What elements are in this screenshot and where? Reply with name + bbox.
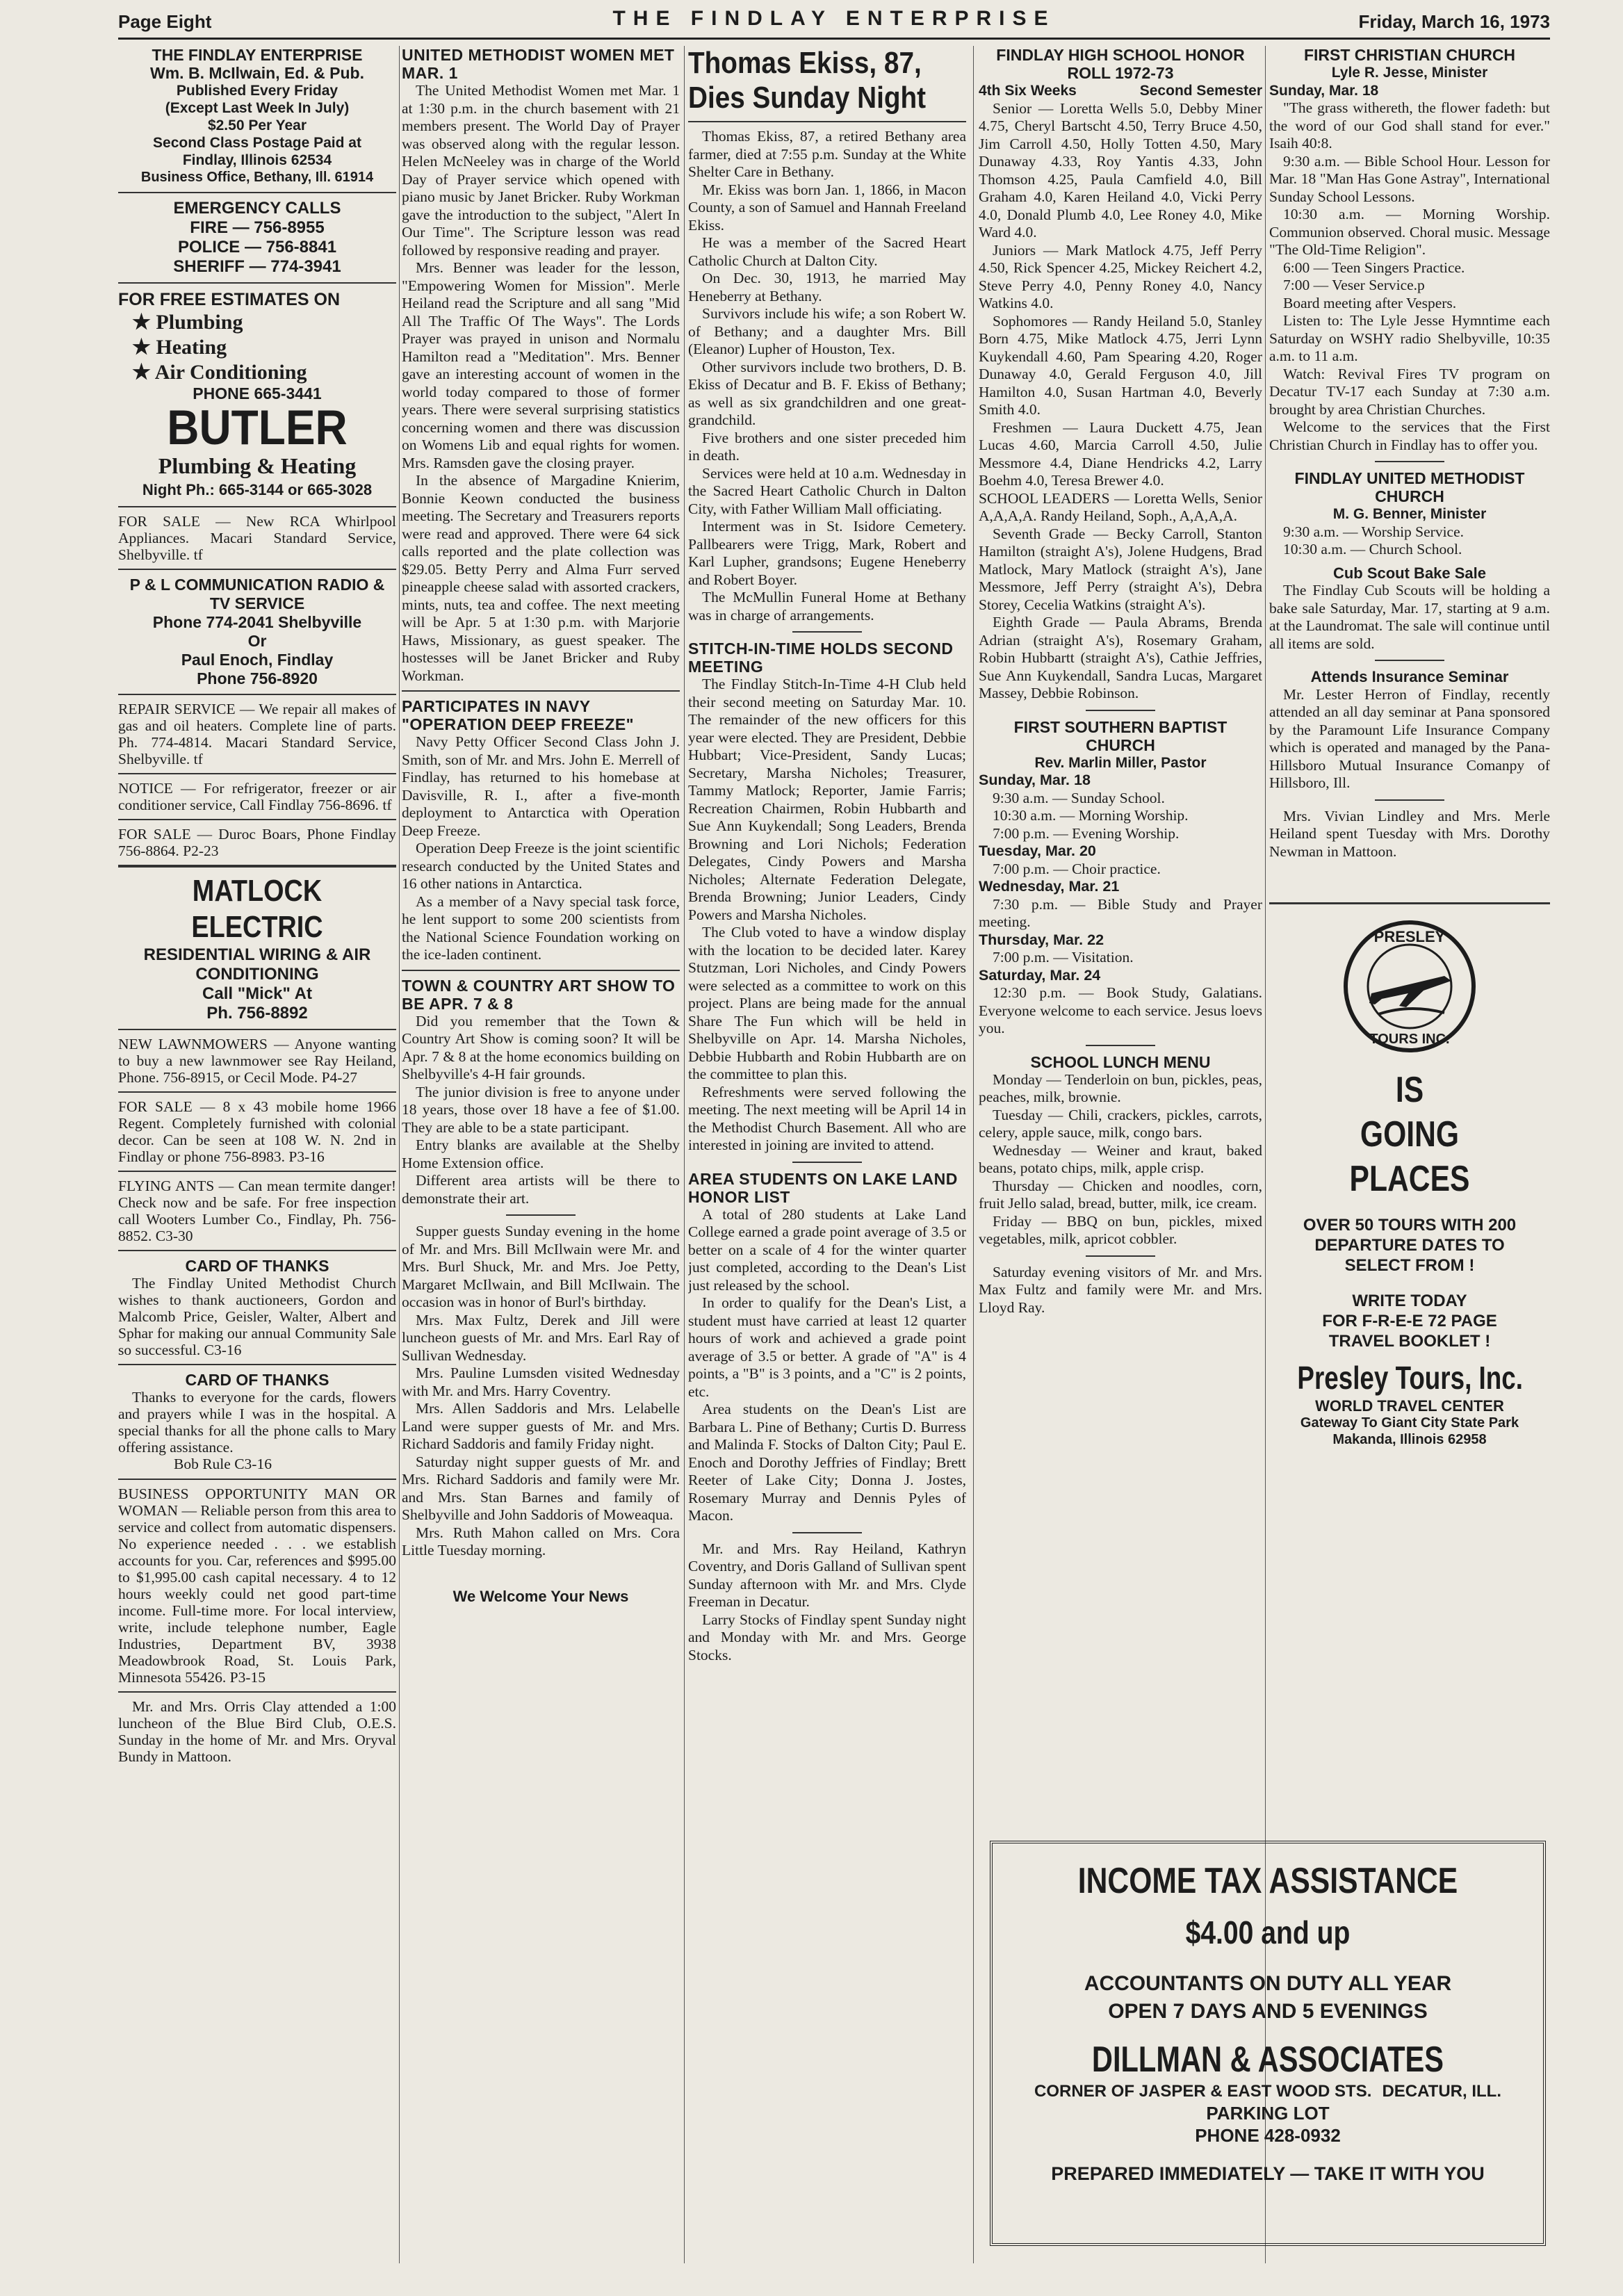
butler-item: Plumbing: [156, 311, 243, 334]
paragraph: Mrs. Max Fultz, Derek and Jill were luncheon guests of Mr. and Mrs. Earl Ray of Sullivan Wednesday.: [402, 1311, 680, 1364]
newspaper-name: THE FINDLAY ENTERPRISE: [612, 7, 1056, 30]
paragraph: Supper guests Sunday evening in the home of Mr. and Mrs. Bill McIlwain were Mr. and Mrs. Burl Shuck, Mr. and Mrs. Joe Petty, Margaret McIlwain, and Bill McIlwain. The occasion was in honor of Burl's birthday.: [402, 1223, 680, 1310]
paragraph: 9:30 a.m. — Bible School Hour. Lesson for Mar. 18 "Man Has Gone Astray", International Sunday School Lessons.: [1269, 152, 1550, 205]
divider: [118, 1479, 396, 1480]
paragraph: Mr. and Mrs. Ray Heiland, Kathryn Coventry, and Doris Galland of Sullivan spent Sunday afternoon with Mr. and Mrs. Clyde Freeman in Decatur.: [688, 1540, 966, 1610]
headline: UNITED METHODIST WOMEN MET MAR. 1: [402, 46, 675, 82]
divider: [118, 865, 396, 868]
logo-text-top: PRESLEY: [1373, 928, 1446, 945]
paragraph: The McMullin Funeral Home at Bethany was in charge of arrangements.: [688, 589, 966, 624]
paragraph: Other survivors include two brothers, D. B. Ekiss of Decatur and B. F. Ekiss of Bethany; as well as six grandchildren and one great-grandchild.: [688, 358, 966, 428]
paragraph: Larry Stocks of Findlay spent Sunday night and Monday with Mr. and Mrs. George Stocks.: [688, 1611, 966, 1663]
headline: TOWN & COUNTRY ART SHOW TO BE APR. 7 & 8: [402, 976, 676, 1013]
butler-ad: [118, 289, 396, 500]
paragraph: Operation Deep Freeze is the joint scientific research conducted by the United States and 16 other nations in Antarctica.: [402, 840, 680, 892]
presley-gateway: Gateway To Giant City State Park: [1300, 1415, 1519, 1431]
income-address-right: DECATUR, ILL.: [1382, 2082, 1501, 2101]
paragraph: Welcome to the services that the First Christian Church in Findlay has to offer you.: [1269, 418, 1550, 453]
paragraph: Tuesday — Chili, crackers, pickles, carrots, celery, apple sauce, milk, congo bars.: [979, 1106, 1262, 1141]
presley-headline: GOING: [1360, 1114, 1460, 1155]
paragraph: Mrs. Benner was leader for the lesson, "Empowering Women for Mission". Merle Heiland read the Scripture and all sang "Mid All The Traffic Of The Ways". The Lords Prayer was prayed in unison and Normalu Hamilton read a "Meditation". Mrs. Benner gave an interesting account of women in the world today compared to those of former years. There were several surprising statistics concerning women and there was discussion on Womens Lib and equal rights for women. Mrs. Ramsden gave the closing prayer.: [402, 259, 680, 471]
income-tagline: PREPARED IMMEDIATELY — TAKE IT WITH YOU: [1051, 2163, 1485, 2184]
headline: AREA STUDENTS ON LAKE LAND HONOR LIST: [688, 1169, 958, 1206]
paragraph: Mr. Lester Herron of Findlay, recently attended an all day seminar at Pana sponsored by the Paramount Life Insurance Company which is operated and managed by the Pana-Hillsboro Mutual Insurance Comanpy of Hillsboro, Ill.: [1269, 685, 1550, 791]
divider: [1375, 660, 1444, 661]
paragraph: Board meeting after Vespers.: [1283, 294, 1457, 311]
divider: [118, 1691, 396, 1693]
paragraph: He was a member of the Sacred Heart Catholic Church at Dalton City.: [688, 234, 966, 269]
paragraph: Thursday — Chicken and noodles, corn, fruit Jello salad, bread, butter, milk, ice cream.: [979, 1177, 1262, 1212]
classified-lawnmowers: NEW LAWNMOWERS — Anyone wanting to buy a new lawnmower see Ray Heiland, Phone. 756-8915, or Cecil Mode. P4-27: [118, 1035, 396, 1086]
paragraph: Navy Petty Officer Second Class John J. Smith, son of Mr. and Mrs. John E. Merrell of Findlay, has returned to his homebase at Davisville, R. I., after a five-month deployment to Antarctica with Operation Deep Freeze.: [402, 733, 680, 839]
presley-write: FOR F-R-E-E 72 PAGE: [1322, 1311, 1497, 1330]
paragraph: Saturday night supper guests of Mr. and Mrs. Richard Saddoris and family were Mr. and Mrs. Stan Barnes and family of Shelbyville and John Saddoris of Moweaqua.: [402, 1453, 680, 1523]
pub-line: (Except Last Week In July): [165, 100, 350, 116]
pub-line: Second Class Postage Paid at: [153, 135, 361, 151]
divider: [402, 690, 680, 692]
presley-line: DEPARTURE DATES TO: [1314, 1235, 1505, 1255]
presley-address: Makanda, Illinois 62958: [1332, 1431, 1487, 1447]
butler-night: Night Ph.: 665-3144 or 665-3028: [142, 480, 373, 498]
schedule-item: 9:30 a.m. — Worship Service.: [1283, 523, 1465, 540]
lunch-title: SCHOOL LUNCH MENU: [1030, 1052, 1211, 1071]
classified-repair: REPAIR SERVICE — We repair all makes of gas and oil heaters. Complete line of parts. Ph. 774-4814. Macari Standard Service, Shelbyville. tf: [118, 700, 396, 767]
presley-write: WRITE TODAY: [1352, 1291, 1467, 1310]
honor-roll-title: FINDLAY HIGH SCHOOL HONOR ROLL 1972-73: [996, 46, 1245, 82]
paragraph: The Club voted to have a window display with the location to be decided later. Karey Stutzman, Lori Nicholes, and Cindy Powers were selected as a committee to work on this project. Plans are being made for the annual Share The Fun which will be held in Shelbyville on Apr. 14. Marsha Nicholes, Debbie Hubbarth and Robin Hubbarth are on the committee to plan this.: [688, 924, 966, 1082]
emergency-line: POLICE — 756-8841: [177, 238, 337, 257]
thanks-title: CARD OF THANKS: [185, 1256, 329, 1275]
airplane-icon: [1369, 976, 1451, 1007]
column-2: [402, 46, 680, 2256]
publisher-box: [118, 46, 396, 186]
divider: [118, 506, 396, 507]
pl-title: P & L COMMUNICATION RADIO & TV SERVICE: [129, 575, 385, 612]
paragraph: Refreshments were served following the meeting. The next meeting will be April 14 in the Methodist Church Basement. All who are interested in joining are invited to attend.: [688, 1083, 966, 1153]
divider: [118, 282, 396, 284]
divider: [402, 970, 680, 971]
paragraph: Listen to: The Lyle Jesse Hymntime each Saturday on WSHY radio Shelbyville, 10:35 a.m. to 11 a.m.: [1269, 312, 1550, 364]
baptist-pastor: Rev. Marlin Miller, Pastor: [1034, 754, 1207, 771]
paragraph: Friday — BBQ on bun, pickles, mixed vegetables, milk, apricot cobbler.: [979, 1212, 1262, 1247]
income-parking: PARKING LOT: [1206, 2103, 1330, 2124]
presley-name: Presley Tours, Inc.: [1297, 1359, 1523, 1396]
paragraph: In the absence of Margadine Knierim, Bonnie Keown conducted the business meeting. The Secretary and Treasurers reports were read and approved. There were 64 sick calls reported and the plate collection was $29.05. Betty Perry and Alma Furr served pineapple cheese salad with assorted crackers, mints, nuts, tea and coffee. The next meeting will be Apr. 5 at 1:30 p.m. with Marjorie Haws, Missionary, as guest speaker. The hostesses will be Janet Bricker and Ruby Workman.: [402, 472, 680, 684]
paragraph: Monday — Tenderloin on bun, pickles, peas, peaches, milk, brownie.: [979, 1070, 1262, 1105]
paragraph: Area students on the Dean's List are Barbara L. Pine of Bethany; Curtis D. Burress and Malinda F. Stocks of Dalton City; Paul E. Enoch and Dorothy Jeffries of Findlay; Brett Reeter of Lake City; Donna J. Jostes, Rosemary Murray and Dennis Pyles of Macon.: [688, 1401, 966, 1524]
presley-headline: IS: [1395, 1069, 1424, 1110]
divider: [118, 1364, 396, 1365]
income-phone: PHONE 428-0932: [1195, 2125, 1341, 2146]
presley-write: TRAVEL BOOKLET !: [1328, 1331, 1491, 1351]
emergency-line: FIRE — 756-8955: [190, 218, 325, 237]
thanks-signature: Bob Rule C3-16: [174, 1455, 272, 1472]
schedule-item: 7:30 p.m. — Bible Study and Prayer meeting.: [979, 895, 1262, 930]
social-item: Mr. and Mrs. Orris Clay attended a 1:00 luncheon of the Blue Bird Club, O.E.S. Sunday in the home of Mr. and Mrs. Oryval Bundy in Mattoon.: [118, 1698, 396, 1765]
matlock-call: Call "Mick" At: [202, 984, 312, 1003]
page-number: Page Eight: [118, 11, 212, 32]
umc-minister: M. G. Benner, Minister: [1332, 506, 1487, 522]
paragraph: 10:30 a.m. — Morning Worship. Communion observed. Choral music. Message "The Old-Time Religion".: [1269, 206, 1550, 258]
butler-sub: Plumbing & Heating: [158, 453, 357, 478]
pl-name: Paul Enoch, Findlay: [181, 650, 334, 669]
divider: [118, 819, 396, 820]
classified-rca: FOR SALE — New RCA Whirlpool Appliances. Macari Standard Service, Shelbyville. tf: [118, 512, 396, 563]
classified-boars: FOR SALE — Duroc Boars, Phone Findlay 756-8864. P2-23: [118, 825, 396, 859]
classified-mobile: FOR SALE — 8 x 43 mobile home 1966 Regent. Completely furnished with colonial decor. Can be seen at 108 W. N. 2nd in Findlay or phone 756-8983. P3-16: [118, 1098, 396, 1165]
schedule-item: 10:30 a.m. — Morning Worship.: [993, 807, 1189, 824]
presley-logo: [1340, 917, 1479, 1056]
divider: [118, 694, 396, 695]
emergency-line: SHERIFF — 774-3941: [173, 257, 341, 276]
column-rule: [973, 46, 974, 2263]
butler-name: BUTLER: [167, 399, 348, 455]
divider: [688, 121, 966, 122]
income-line: OPEN 7 DAYS AND 5 EVENINGS: [1108, 2000, 1428, 2023]
pl-ad: [118, 576, 396, 688]
paragraph: Seventh Grade — Becky Carroll, Stanton Hamilton (straight A's), Jolene Hudgens, Brad Matlock, Mary Matlock (straight A's), Jane Messmore, Jeff Perry (straight A's), Debra Storey, Cecelia Watkins (straight A's).: [979, 525, 1262, 613]
seminar-title: Attends Insurance Seminar: [1310, 668, 1509, 685]
headline: PARTICIPATES IN NAVY "OPERATION DEEP FREEZE": [402, 697, 635, 733]
paragraph: "The grass withereth, the flower fadeth: but the word of our God shall stand for ever." Isaih 40:8.: [1269, 99, 1550, 152]
honor-roll-subhead: [979, 82, 1262, 100]
pub-name: THE FINDLAY ENTERPRISE: [152, 46, 363, 64]
divider: [1375, 461, 1444, 462]
paragraph: Services were held at 10 a.m. Wednesday in the Sacred Heart Catholic Church in Dalton City, with Father William Mall officiating.: [688, 464, 966, 517]
pl-or: Or: [247, 631, 267, 650]
schedule-item: 7:00 p.m. — Choir practice.: [993, 860, 1161, 877]
divider: [1375, 799, 1444, 801]
classified-business: BUSINESS OPPORTUNITY MAN OR WOMAN — Reliable person from this area to service and collect from automatic dispensers. No experience needed . . . we establish accounts for you. Car, references and $995.00 to $1,995.00 cash capital necessary. 4 to 12 hours weekly could net good part-time income. Full-time more. For local interview, write, include telephone number, Eagle Industries, Department BV, 3938 Meadowbrook Road, St. Louis Park, Minnesota 55426. P3-15: [118, 1485, 396, 1686]
divider: [792, 1162, 862, 1163]
schedule-day: Saturday, Mar. 24: [979, 966, 1101, 984]
butler-item: Air Conditioning: [154, 361, 307, 384]
classified-notice: NOTICE — For refrigerator, freezer or air conditioner service, Call Findlay 756-8696. tf: [118, 779, 396, 813]
paragraph: The Findlay Stitch-In-Time 4-H Club held their second meeting on Saturday Mar. 10. The remainder of the new officers for this year were elected. They are President, Debbie Hubbart; Vice-President, Sandy Lucas; Secretary, Marsha Nicholes; Treasurer, Tammy Matlock; Reporter, Jamie Farris; Recreation Chairmen, Robin Hubbarth and Sue Ann Kuykendall; Song Leaders, Brenda Browning and Lori Nichols; Federation Delegates, Cindy Powers and Marsha Nicholes; Alternate Federation Delegate, Brenda Browning; Junior Leaders, Cindy Powers and Marsha Nicholes.: [688, 676, 966, 923]
column-3: [688, 46, 966, 2256]
income-tax-ad: [990, 1841, 1546, 2246]
schedule-item: 9:30 a.m. — Sunday School.: [993, 789, 1165, 806]
paragraph: 7:00 — Veser Service.p: [1283, 277, 1425, 293]
divider: [118, 1171, 396, 1172]
divider: [792, 1532, 862, 1533]
pub-line: Findlay, Illinois 62534: [182, 152, 332, 168]
pub-line: Published Every Friday: [176, 83, 339, 99]
paragraph: Juniors — Mark Matlock 4.75, Jeff Perry 4.50, Rick Spencer 4.25, Mickey Reichert 4.2, Steve Perry 4.0, Penny Roney 4.0, Nancy Watkins 4.0.: [979, 241, 1262, 311]
divider: [118, 1250, 396, 1251]
paragraph: Different area artists will be there to demonstrate their art.: [402, 1172, 680, 1207]
logo-text-bottom: TOURS INC.: [1369, 1032, 1450, 1047]
matlock-name: MATLOCK ELECTRIC: [191, 873, 323, 944]
divider: [1086, 710, 1155, 711]
presley-headline: PLACES: [1349, 1158, 1470, 1199]
income-title: INCOME TAX ASSISTANCE: [1077, 1861, 1458, 1901]
income-address: [993, 2081, 1543, 2102]
paragraph: Senior — Loretta Wells 5.0, Debby Miner 4.75, Cheryl Bartscht 4.50, Terry Bruce 4.50, Jim Carroll 4.50, Holly Totten 4.50, Mary Dunaway 4.33, Roy Yantis 4.33, John Thomson 4.25, Paula Camfield 4.0, Bill Graham 4.0, Karen Heiland 4.0, Vicki Perry 4.0, Donald Plumb 4.0, Lee Roney 4.0, Mike Ward 4.0.: [979, 99, 1262, 241]
paragraph: The junior division is free to anyone under 18 years, those over 18 have a fee of $1.00. They are able to be a state participant.: [402, 1083, 680, 1136]
paragraph: Saturday evening visitors of Mr. and Mrs. Max Fultz and family were Mr. and Mrs. Lloyd Ray.: [979, 1263, 1262, 1316]
paragraph: Mrs. Ruth Mahon called on Mrs. Cora Little Tuesday morning.: [402, 1524, 680, 1558]
butler-head: FOR FREE ESTIMATES ON: [118, 290, 340, 309]
presley-line: SELECT FROM !: [1344, 1255, 1475, 1275]
christian-day: Sunday, Mar. 18: [1269, 82, 1379, 99]
paragraph: Freshmen — Laura Duckett 4.75, Jean Lucas 4.60, Marcia Carroll 4.50, Julie Messmore 4.4, Diane Hendricks 4.2, Larry Boehm 4.0, Teresa Brewer 4.0.: [979, 418, 1262, 489]
income-price: $4.00 and up: [1185, 1914, 1351, 1951]
divider: [118, 192, 396, 193]
income-address-left: CORNER OF JASPER & EAST WOOD STS.: [1034, 2082, 1372, 2101]
paragraph: On Dec. 30, 1913, he married May Heneberry at Bethany.: [688, 270, 966, 304]
matlock-ad: [118, 873, 396, 1023]
issue-date: Friday, March 16, 1973: [1358, 11, 1550, 32]
schedule-item: 12:30 p.m. — Book Study, Galatians. Everyone welcome to each service. Jesus loevs you.: [979, 984, 1262, 1036]
star-icon: ★: [132, 361, 151, 384]
obituary-headline: Thomas Ekiss, 87, Dies Sunday Night: [688, 46, 927, 115]
headline: STITCH-IN-TIME HOLDS SECOND MEETING: [688, 640, 954, 676]
umc-title: FINDLAY UNITED METHODIST CHURCH: [1294, 469, 1525, 505]
paragraph: 6:00 — Teen Singers Practice.: [1283, 259, 1465, 276]
butler-item: Heating: [156, 336, 227, 359]
christian-minister: Lyle R. Jesse, Minister: [1331, 65, 1488, 81]
paragraph: SCHOOL LEADERS — Loretta Wells, Senior A,A,A,A. Randy Heiland, Soph., A,A,A,A.: [979, 489, 1262, 524]
matlock-sub: RESIDENTIAL WIRING & AIR CONDITIONING: [143, 945, 371, 984]
column-5: [1269, 46, 1550, 1825]
column-rule: [399, 46, 400, 2263]
pub-line: Business Office, Bethany, Ill. 61914: [140, 170, 374, 185]
schedule-day: Thursday, Mar. 22: [979, 931, 1104, 948]
divider: [792, 631, 862, 633]
schedule-item: 7:00 p.m. — Evening Worship.: [993, 824, 1180, 842]
schedule-item: 7:00 p.m. — Visitation.: [993, 949, 1134, 966]
paragraph: Thomas Ekiss, 87, a retired Bethany area farmer, died at 7:55 p.m. Sunday at the White Shelter Care in Bethany.: [688, 128, 966, 180]
column-rule: [684, 46, 685, 2263]
star-icon: ★: [132, 336, 151, 359]
paragraph: As a member of a Navy special task force, he lent support to some 200 scientists from the National Science Foundation working on the ice-laden continent.: [402, 893, 680, 963]
paragraph: Mrs. Vivian Lindley and Mrs. Merle Heiland spent Tuesday with Mrs. Dorothy Newman in Mattoon.: [1269, 807, 1550, 860]
baptist-title: FIRST SOUTHERN BAPTIST CHURCH: [1013, 717, 1228, 754]
presley-line: OVER 50 TOURS WITH 200: [1303, 1215, 1517, 1235]
paragraph: A total of 280 students at Lake Land College earned a grade point average of 3.5 or better on a scale of 4 for the winter quarter just completed, according to the Dean's List just released by the school.: [688, 1205, 966, 1294]
paragraph: Eighth Grade — Paula Abrams, Brenda Adrian (straight A's), Rosemary Graham, Robin Hubbartt (straight A's), Cathie Jeffries, Sue Ann Kuykendall, Sandra Lucas, Margaret Massey, Debbie Robinson.: [979, 614, 1262, 701]
income-firm: DILLMAN & ASSOCIATES: [1091, 2039, 1444, 2080]
paragraph: Mrs. Allen Saddoris and Mrs. Lelabelle Land were supper guests of Mr. and Mrs. Richard Saddoris and family Friday night.: [402, 1400, 680, 1452]
divider: [118, 1091, 396, 1093]
divider: [1086, 1045, 1155, 1046]
cub-title: Cub Scout Bake Sale: [1332, 564, 1487, 582]
income-line: ACCOUNTANTS ON DUTY ALL YEAR: [1084, 1972, 1452, 1995]
paragraph: Watch: Revival Fires TV program on Decatur TV-17 each Sunday at 7:30 a.m. brought by area Christian Churches.: [1269, 365, 1550, 418]
baptist-schedule: [979, 772, 1262, 1038]
paragraph: The United Methodist Women met Mar. 1 at 1:30 p.m. in the church basement with 21 members present. The World Day of Prayer was observed along with the regular lesson. Helen McNeeley was in charge of the World Day of Prayer service which opened with piano music by Janet Bricker. Ruby Workman gave the introduction to the subject, "Alert In Our Time". The Scripture lesson was read followed by responsive reading and prayer.: [402, 82, 680, 259]
honor-sub-right: Second Semester: [1139, 83, 1262, 99]
column-1: [118, 46, 396, 2256]
masthead: [118, 6, 1550, 35]
honor-sub-left: 4th Six Weeks: [979, 83, 1077, 99]
schedule-item: 10:30 a.m. — Church School.: [1283, 541, 1462, 557]
paragraph: Did you remember that the Town & Country Art Show is coming soon? It will be Apr. 7 & 8 at the home economics building on Shelbyville's 4-H fair grounds.: [402, 1012, 680, 1082]
paragraph: Mrs. Pauline Lumsden visited Wednesday with Mr. and Mrs. Harry Coventry.: [402, 1365, 680, 1399]
paragraph: Interment was in St. Isidore Cemetery. Pallbearers were Trigg, Mark, Robert and Karl Lupher, grandsons; Eugene Heneberry and Robert Boyer.: [688, 518, 966, 588]
divider: [1269, 902, 1550, 904]
schedule-day: Sunday, Mar. 18: [979, 772, 1091, 788]
pl-phone: Phone 774-2041 Shelbyville: [152, 612, 362, 631]
presley-ad: [1269, 910, 1550, 1448]
divider: [1086, 1255, 1155, 1257]
emergency-title: EMERGENCY CALLS: [173, 199, 341, 218]
thanks-body: The Findlay United Methodist Church wishes to thank auctioneers, Gordon and Malcomb Price, Geisler, Walter, Albert and Sphar for making our annual Community Sale so successful. C3-16: [118, 1274, 396, 1358]
divider: [118, 569, 396, 570]
pub-line: $2.50 Per Year: [207, 117, 307, 133]
pl-phone: Phone 756-8920: [197, 669, 318, 687]
thanks-body: Thanks to everyone for the cards, flowers and prayers while I was in the hospital. A special thanks for all the phone calls to Mary offering assistance.: [118, 1388, 396, 1456]
paragraph: Survivors include his wife; a son Robert W. of Bethany; and a daughter Mrs. Bill (Eleanor) Lupher of Houston, Tex.: [688, 305, 966, 357]
paragraph: In order to qualify for the Dean's List, a student must have carried at least 12 quarter hours of work and achieved a grade point average of 3.5 or better. A grade of "A" is 4 points, a "B" is 3 points, and a "C" is 2 points, etc.: [688, 1294, 966, 1400]
divider: [118, 773, 396, 774]
paragraph: Mr. Ekiss was born Jan. 1, 1866, in Macon County, a son of Samuel and Hannah Freeland Ekiss.: [688, 181, 966, 234]
paragraph: Entry blanks are available at the Shelby Home Extension office.: [402, 1137, 680, 1171]
divider: [118, 1029, 396, 1030]
paragraph: Wednesday — Weiner and kraut, baked beans, potato chips, milk, apple crisp.: [979, 1141, 1262, 1176]
paragraph: Five brothers and one sister preceded him in death.: [688, 429, 966, 464]
footer-welcome: We Welcome Your News: [452, 1587, 629, 1605]
star-icon: ★: [132, 311, 151, 334]
christian-title: FIRST CHRISTIAN CHURCH: [1303, 46, 1516, 64]
classified-ants: FLYING ANTS — Can mean termite danger! Check now and be safe. For free inspection call Wooters Lumber Co., Findlay, Ph. 756-8852. C3-30: [118, 1177, 396, 1244]
masthead-rule: [118, 38, 1550, 40]
divider: [506, 1214, 576, 1216]
pub-editors: Wm. B. McIlwain, Ed. & Pub.: [150, 64, 364, 82]
butler-phone: PHONE 665-3441: [193, 384, 322, 402]
presley-center: WORLD TRAVEL CENTER: [1315, 1397, 1504, 1415]
paragraph: Sophomores — Randy Heiland 5.0, Stanley Born 4.75, Mike Matlock 4.75, Jerri Lynn Kuykendall 4.60, Pam Spearing 4.20, Roger Dunaway 4.0, Gerald Ferguson 4.0, Jill Hamilton 4.0, Susan Hartman 4.0, Beverly Smith 4.0.: [979, 312, 1262, 418]
paragraph: The Findlay Cub Scouts will be holding a bake sale Saturday, Mar. 17, starting at 9 a.m. at the Laundromat. The sale will continue until all items are sold.: [1269, 582, 1550, 652]
matlock-phone: Ph. 756-8892: [206, 1003, 308, 1023]
emergency-calls: [118, 199, 396, 277]
schedule-day: Tuesday, Mar. 20: [979, 842, 1096, 859]
thanks-title: CARD OF THANKS: [185, 1370, 329, 1389]
schedule-day: Wednesday, Mar. 21: [979, 878, 1120, 895]
